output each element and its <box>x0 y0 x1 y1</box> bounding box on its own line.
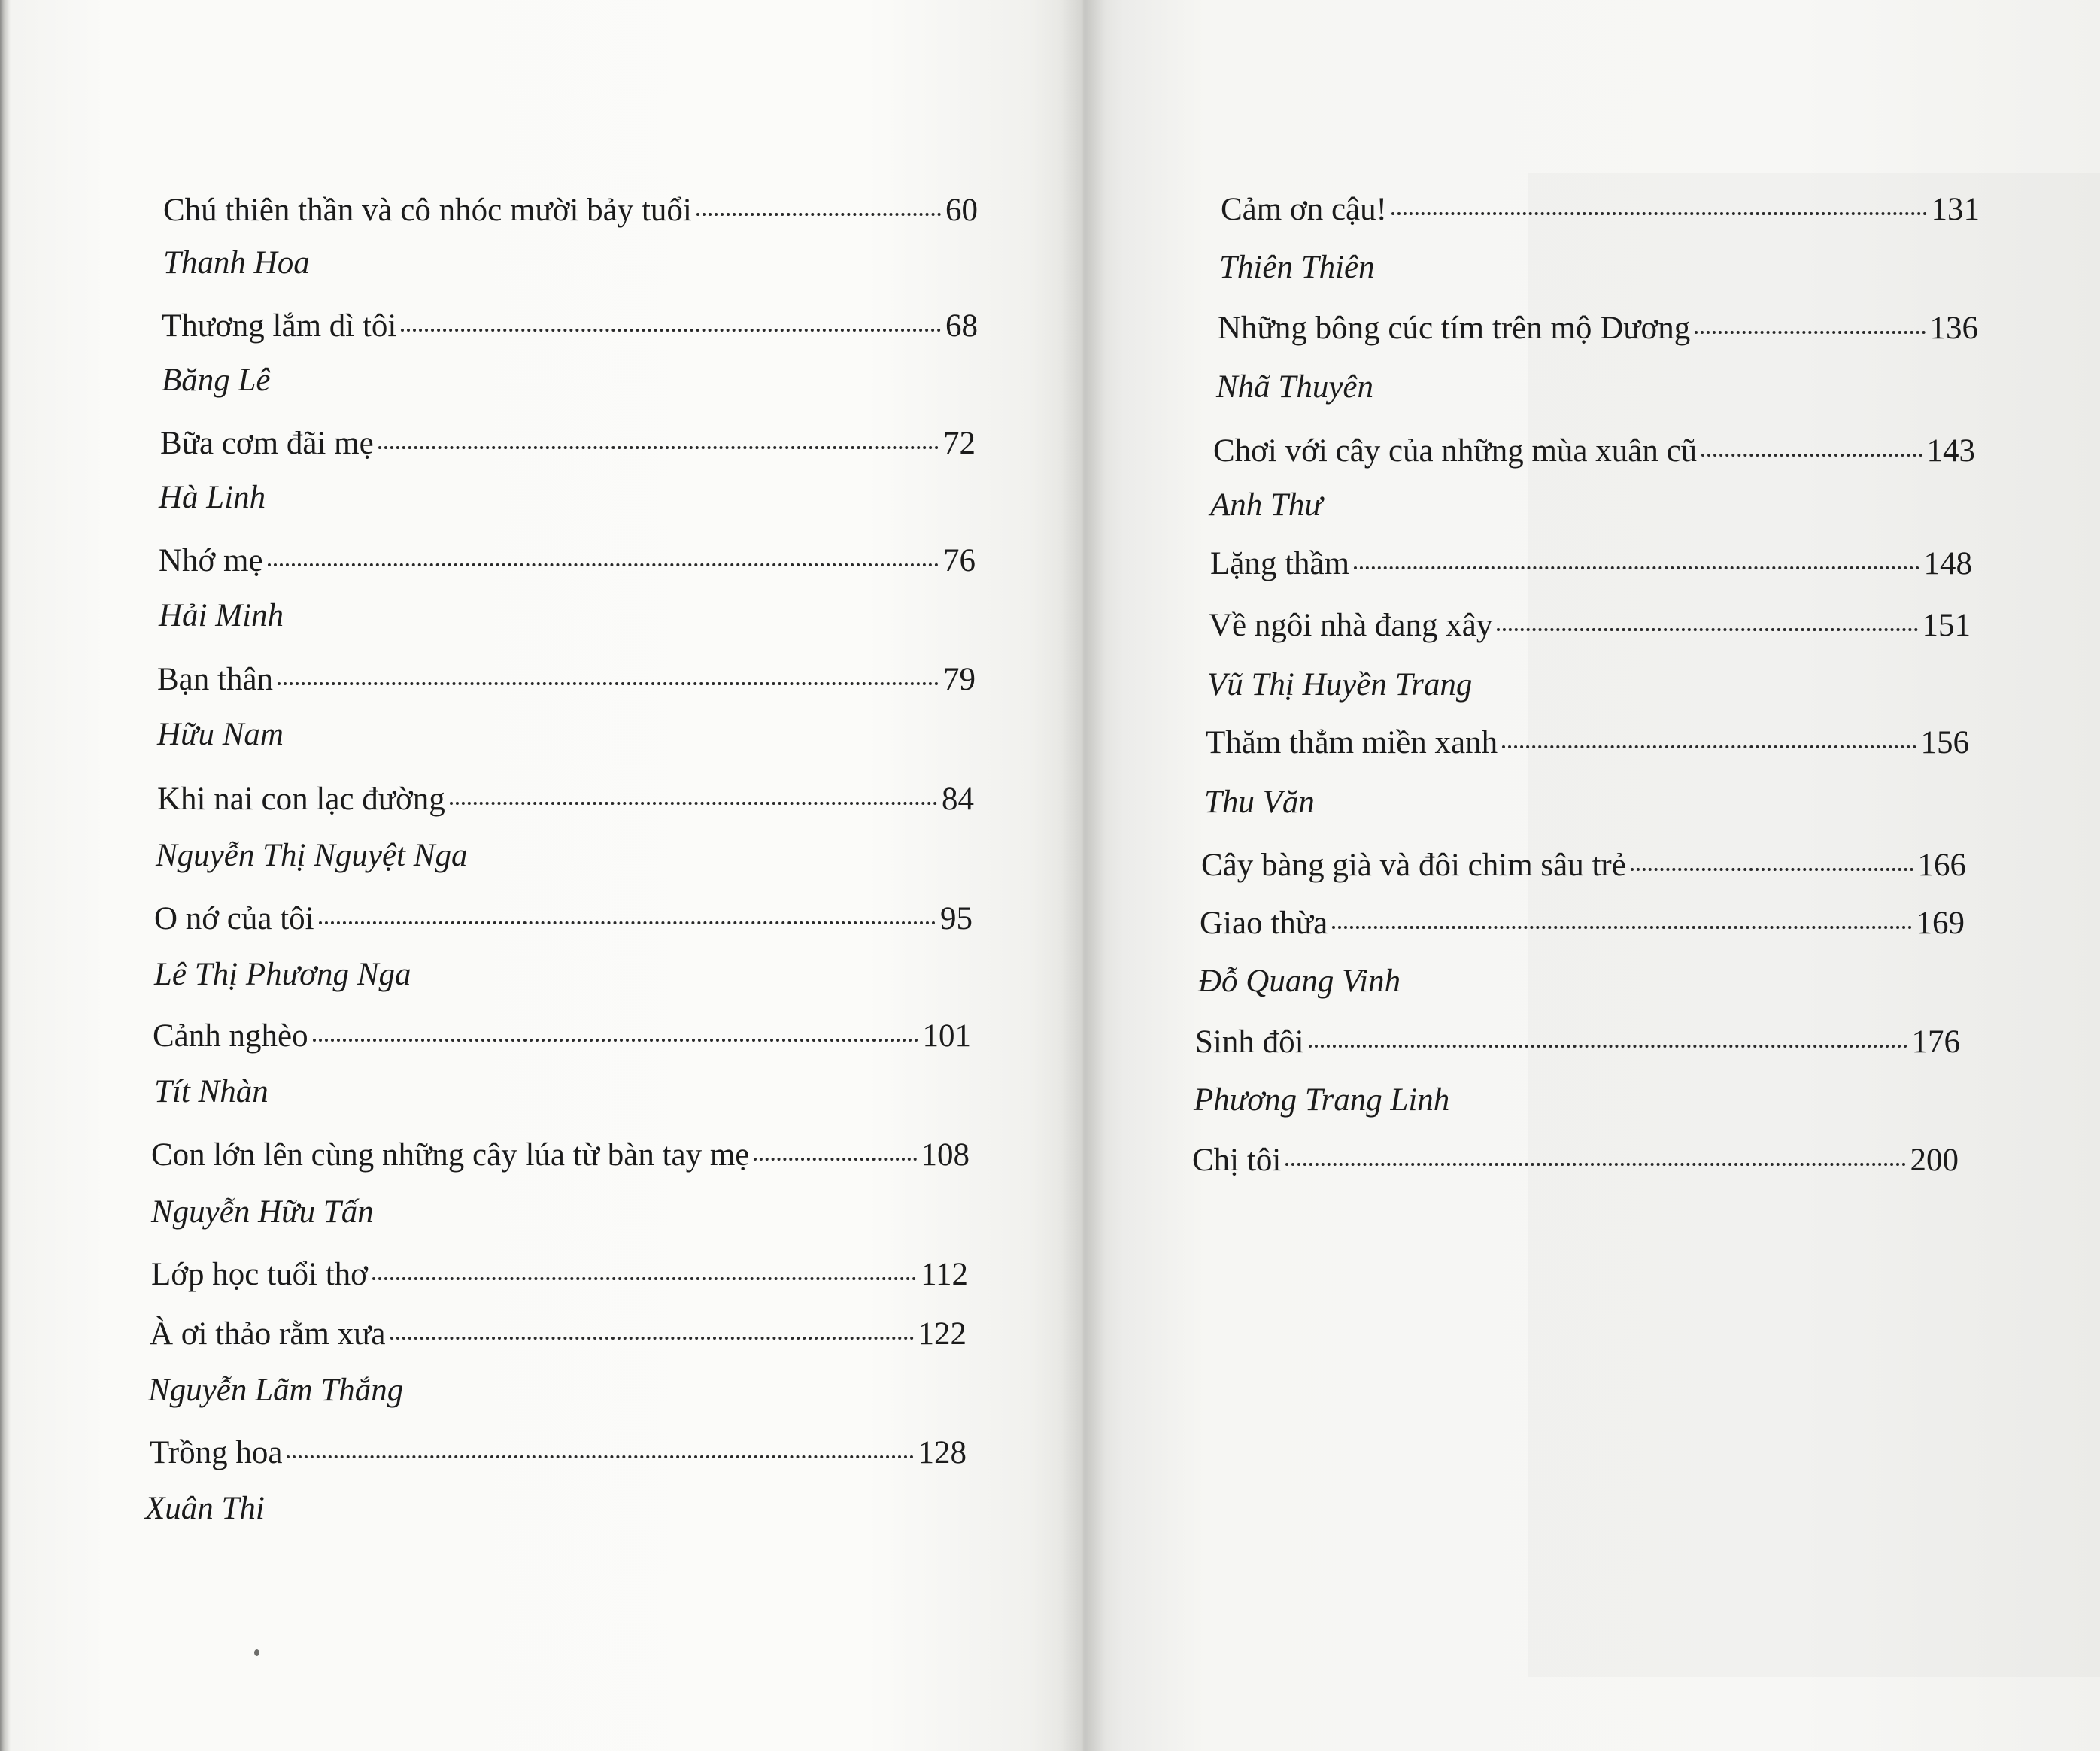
toc-entry[interactable] <box>1192 1144 1959 1176</box>
toc-entry-title: Bạn thân <box>157 662 274 697</box>
dot-leader <box>313 1039 918 1042</box>
toc-entry-page: 169 <box>1916 906 1965 941</box>
toc-entry-page: 128 <box>918 1435 967 1470</box>
toc-entry-author: Hải Minh <box>159 598 284 633</box>
dot-leader <box>319 921 936 924</box>
toc-entry[interactable] <box>1195 1026 1960 1058</box>
toc-entry[interactable] <box>157 663 976 696</box>
toc-entry-title: Cảnh nghèo <box>153 1018 308 1054</box>
toc-entry-page: 166 <box>1917 848 1966 883</box>
dot-leader <box>287 1455 913 1458</box>
toc-entry-page: 148 <box>1923 546 1972 581</box>
paper-speck <box>254 1649 259 1656</box>
dot-leader <box>450 802 937 805</box>
dot-leader <box>390 1337 914 1340</box>
dot-leader <box>754 1158 916 1161</box>
toc-entry-title: Con lớn lên cùng những cây lúa từ bàn tay mẹ <box>151 1137 750 1173</box>
toc-entry[interactable] <box>163 194 978 226</box>
toc-entry-page: 101 <box>922 1018 971 1054</box>
toc-entry-page: 151 <box>1922 608 1971 643</box>
toc-entry-page: 76 <box>943 543 976 578</box>
toc-entry-author: Thanh Hoa <box>163 245 310 281</box>
toc-entry-page: 136 <box>1929 311 1978 346</box>
toc-entry-page: 68 <box>945 308 978 344</box>
toc-entry-title: Cảm ơn cậu! <box>1221 192 1387 227</box>
toc-entry-title: Sinh đôi <box>1195 1024 1304 1060</box>
toc-entry-title: Khi nai con lạc đường <box>157 781 445 817</box>
toc-entry-author: Xuân Thi <box>145 1491 265 1526</box>
toc-entry-author: Băng Lê <box>162 363 271 398</box>
toc-entry[interactable] <box>159 545 976 577</box>
toc-entry-title: Cây bàng già và đôi chim sâu trẻ <box>1201 848 1626 883</box>
toc-entry-page: 122 <box>918 1316 967 1352</box>
toc-entry-page: 156 <box>1920 725 1969 760</box>
toc-entry-author: Đỗ Quang Vinh <box>1198 964 1401 999</box>
dot-leader <box>268 563 939 566</box>
toc-entry-title: Về ngôi nhà đang xây <box>1209 608 1493 643</box>
dot-leader <box>1631 868 1913 871</box>
dot-leader <box>378 446 939 449</box>
dot-leader <box>1285 1163 1905 1166</box>
dot-leader <box>1497 628 1917 631</box>
toc-entry[interactable] <box>1206 727 1969 759</box>
toc-entry-title: Chú thiên thần và cô nhóc mười bảy tuổi <box>163 193 692 228</box>
toc-entry-author: Thu Văn <box>1204 784 1315 820</box>
toc-entry-author: Anh Thư <box>1210 487 1322 523</box>
toc-entry-author: Thiên Thiên <box>1219 250 1375 285</box>
toc-entry-author: Vũ Thị Huyền Trang <box>1207 667 1473 703</box>
toc-entry[interactable] <box>150 1318 967 1350</box>
dot-leader <box>696 213 941 216</box>
toc-entry-page: 79 <box>943 662 976 697</box>
toc-entry[interactable] <box>157 783 974 815</box>
toc-entry-author: Nguyễn Thị Nguyệt Nga <box>156 838 468 873</box>
toc-entry-page: 60 <box>945 193 978 228</box>
toc-entry-title: À ơi thảo rằm xưa <box>150 1316 386 1352</box>
dot-leader <box>1309 1045 1907 1048</box>
dot-leader <box>278 682 939 685</box>
toc-entry-title: Lặng thầm <box>1210 546 1350 581</box>
dot-leader <box>401 329 941 332</box>
toc-entry[interactable] <box>1201 849 1966 882</box>
toc-entry-author: Nguyễn Lãm Thắng <box>148 1373 404 1408</box>
toc-entry-author: Phương Trang Linh <box>1194 1082 1450 1118</box>
toc-entry-title: O nớ của tôi <box>154 901 314 936</box>
toc-entry-author: Hà Linh <box>159 480 266 515</box>
toc-entry-page: 112 <box>921 1257 968 1292</box>
dot-leader <box>1502 745 1916 748</box>
toc-entry[interactable] <box>153 1020 971 1052</box>
toc-entry-title: Trồng hoa <box>150 1435 283 1470</box>
toc-entry[interactable] <box>1210 548 1972 580</box>
toc-entry-title: Giao thừa <box>1200 906 1328 941</box>
book-gutter <box>1061 0 1106 1751</box>
toc-entry-author: Hữu Nam <box>157 717 284 752</box>
toc-entry-page: 95 <box>940 901 973 936</box>
toc-entry-author: Nguyễn Hữu Tấn <box>151 1194 374 1230</box>
toc-entry-author: Tít Nhàn <box>154 1074 269 1109</box>
dot-leader <box>1701 454 1922 457</box>
toc-entry-title: Thương lắm dì tôi <box>162 308 397 344</box>
dot-leader <box>1332 926 1911 929</box>
toc-entry[interactable] <box>1221 193 1980 226</box>
toc-entry-page: 176 <box>1911 1024 1960 1060</box>
toc-entry-page: 131 <box>1931 192 1980 227</box>
dot-leader <box>372 1277 916 1280</box>
right-page <box>1083 0 2100 1751</box>
toc-entry-title: Nhớ mẹ <box>159 543 263 578</box>
dot-leader <box>1695 331 1925 334</box>
toc-entry[interactable] <box>1209 609 1971 642</box>
dot-leader <box>1391 212 1927 215</box>
toc-entry[interactable] <box>160 427 976 460</box>
toc-entry-title: Chơi với cây của những mùa xuân cũ <box>1213 433 1698 469</box>
toc-entry-title: Chị tôi <box>1192 1143 1282 1178</box>
toc-entry-title: Những bông cúc tím trên mộ Dương <box>1218 311 1691 346</box>
toc-entry[interactable] <box>151 1258 968 1291</box>
toc-entry-author: Nhã Thuyên <box>1216 369 1374 405</box>
toc-entry-author: Lê Thị Phương Nga <box>154 957 411 992</box>
page-edge-shadow <box>0 0 11 1751</box>
toc-entry-title: Bữa cơm đãi mẹ <box>160 426 374 461</box>
toc-entry[interactable] <box>154 903 973 935</box>
toc-entry-title: Lớp học tuổi thơ <box>151 1257 368 1292</box>
toc-entry-title: Thăm thẳm miền xanh <box>1206 725 1498 760</box>
toc-entry[interactable] <box>1200 907 1965 939</box>
toc-entry[interactable] <box>162 310 978 342</box>
toc-entry-page: 84 <box>942 781 974 817</box>
toc-entry[interactable] <box>1213 435 1975 467</box>
toc-entry-page: 200 <box>1910 1143 1959 1178</box>
dot-leader <box>1354 566 1919 569</box>
toc-entry[interactable] <box>150 1437 967 1469</box>
toc-entry-page: 108 <box>921 1137 970 1173</box>
toc-entry-page: 72 <box>943 426 976 461</box>
toc-entry[interactable] <box>151 1139 970 1171</box>
toc-entry[interactable] <box>1218 312 1978 344</box>
toc-entry-page: 143 <box>1926 433 1975 469</box>
